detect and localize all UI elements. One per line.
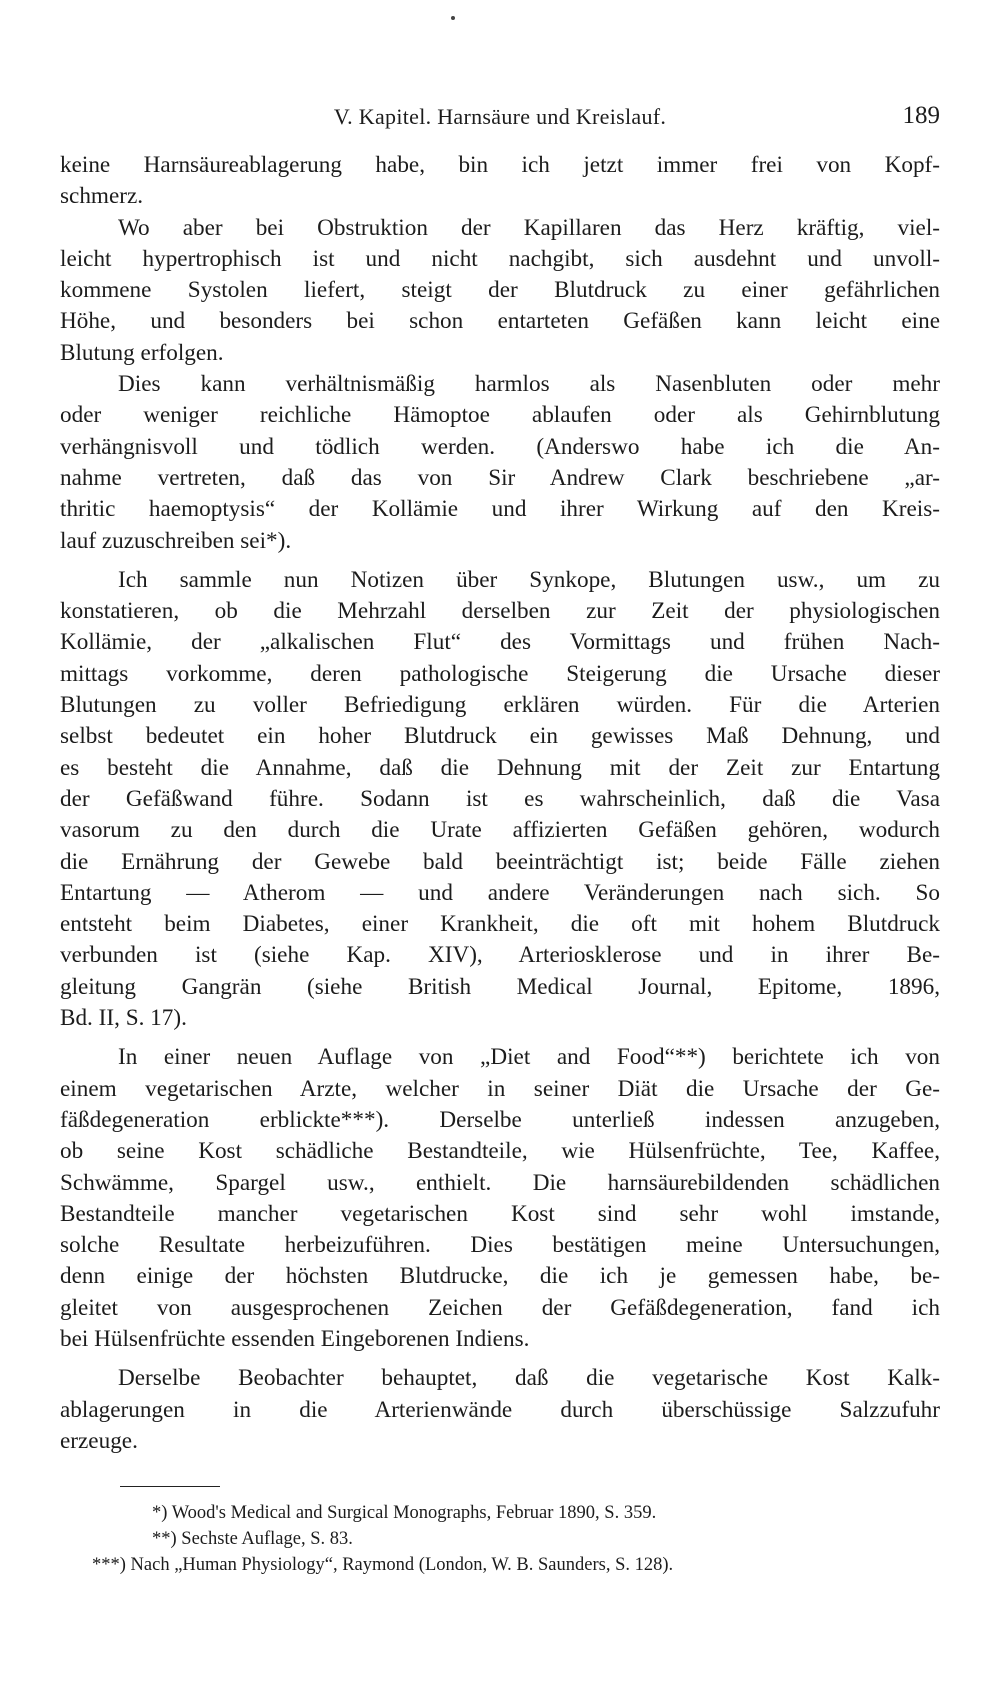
text-line: lauf zuzuschreiben sei*).	[60, 527, 292, 554]
paragraph-5	[60, 1042, 940, 1355]
footnote-3: ***) Nach „Human Physiology“, Raymond (London, W. B. Saunders, S. 128).	[92, 1555, 674, 1575]
page-header	[60, 102, 940, 142]
text-line: Bd. II, S. 17).	[60, 1005, 187, 1032]
footnote-1: *) Wood's Medical and Surgical Monographs, Februar 1890, S. 359.	[152, 1503, 657, 1523]
text-line: keine Harnsäureablagerung habe, bin ich jetzt immer frei von Kopf-	[60, 152, 940, 178]
text-line: Höhe, und besonders bei schon entarteten Gefäßen kann leicht eine	[60, 308, 940, 335]
text-line: der Gefäßwand führe. Sodann ist es wahrscheinlich, daß die Vasa	[60, 785, 940, 812]
paragraph-4	[60, 565, 940, 1034]
text-line: thritic haemoptysis“ der Kollämie und ihrer Wirkung auf den Kreis-	[60, 496, 940, 523]
text-line: denn einige der höchsten Blutdrucke, die ich je gemessen habe, be-	[60, 1263, 940, 1290]
footnote-rule	[120, 1486, 220, 1487]
running-head: V. Kapitel. Harnsäure und Kreislauf.	[333, 104, 667, 129]
text-line: Blutung erfolgen.	[60, 339, 224, 366]
text-line: mittags vorkomme, deren pathologische Steigerung die Ursache dieser	[60, 660, 940, 687]
paragraph-1	[60, 150, 940, 213]
paragraph-6	[60, 1363, 940, 1457]
text-line: verbunden ist (siehe Kap. XIV), Arteriosklerose und in ihrer Be-	[60, 942, 940, 969]
text-line: leicht hypertrophisch ist und nicht nachgibt, sich ausdehnt und unvoll-	[60, 245, 940, 272]
footnotes	[60, 1500, 940, 1578]
footnote-2: **) Sechste Auflage, S. 83.	[152, 1529, 353, 1549]
text-line: fäßdegeneration erblickte***). Derselbe unterließ indessen anzugeben,	[60, 1106, 940, 1133]
text-line: die Ernährung der Gewebe bald beeinträchtigt ist; beide Fälle ziehen	[60, 848, 940, 875]
paragraph-3	[60, 369, 940, 557]
text-line: gleitet von ausgesprochenen Zeichen der Gefäßdegeneration, fand ich	[60, 1294, 940, 1321]
print-speck	[451, 16, 455, 20]
text-line: ob seine Kost schädliche Bestandteile, wie Hülsenfrüchte, Tee, Kaffee,	[60, 1138, 940, 1165]
text-line: es besteht die Annahme, daß die Dehnung mit der Zeit zur Entartung	[60, 754, 940, 781]
text-line: Blutungen zu voller Befriedigung erklären würden. Für die Arterien	[60, 692, 940, 719]
text-line: solche Resultate herbeizuführen. Dies bestätigen meine Untersuchungen,	[60, 1232, 940, 1259]
text-line: schmerz.	[60, 183, 144, 210]
text-line: entsteht beim Diabetes, einer Krankheit, die oft mit hohem Blutdruck	[60, 911, 940, 938]
body-text	[60, 150, 940, 1457]
text-line: gleitung Gangrän (siehe British Medical Journal, Epitome, 1896,	[60, 973, 940, 1000]
text-line: bei Hülsenfrüchte essenden Eingeborenen Indiens.	[60, 1325, 530, 1352]
text-line: oder weniger reichliche Hämoptoe ablaufen oder als Gehirnblutung	[60, 402, 940, 429]
text-line: nahme vertreten, daß das von Sir Andrew Clark beschriebene „ar-	[60, 464, 940, 491]
text-line: Wo aber bei Obstruktion der Kapillaren das Herz kräftig, viel-	[118, 214, 940, 241]
page-number: 189	[902, 102, 940, 129]
text-line: konstatieren, ob die Mehrzahl derselben zur Zeit der physiologischen	[60, 598, 940, 625]
text-line: Derselbe Beobachter behauptet, daß die vegetarische Kost Kalk-	[118, 1365, 940, 1392]
text-line: einem vegetarischen Arzte, welcher in seiner Diät die Ursache der Ge-	[60, 1075, 940, 1102]
text-line: Schwämme, Spargel usw., enthielt. Die harnsäurebildenden schädlichen	[60, 1169, 940, 1196]
text-line: kommene Systolen liefert, steigt der Blutdruck zu einer gefährlichen	[60, 277, 940, 304]
text-line: Ich sammle nun Notizen über Synkope, Blutungen usw., um zu	[118, 566, 940, 593]
text-line: verhängnisvoll und tödlich werden. (Anderswo habe ich die An-	[60, 433, 940, 460]
paragraph-2	[60, 213, 940, 369]
text-line: selbst bedeutet ein hoher Blutdruck ein gewisses Maß Dehnung, und	[60, 723, 940, 750]
text-line: Bestandteile mancher vegetarischen Kost sind sehr wohl imstande,	[60, 1200, 940, 1227]
text-line: Entartung — Atherom — und andere Veränderungen nach sich. So	[60, 879, 940, 906]
text-line: ablagerungen in die Arterienwände durch überschüssige Salzzufuhr	[60, 1396, 940, 1423]
text-line: vasorum zu den durch die Urate affizierten Gefäßen gehören, wodurch	[60, 817, 940, 844]
text-line: Dies kann verhältnismäßig harmlos als Nasenbluten oder mehr	[118, 371, 940, 398]
text-line: erzeuge.	[60, 1427, 138, 1454]
text-line: Kollämie, der „alkalischen Flut“ des Vormittags und frühen Nach-	[60, 629, 940, 656]
text-line: In einer neuen Auflage von „Diet and Food“**) berichtete ich von	[118, 1044, 940, 1071]
